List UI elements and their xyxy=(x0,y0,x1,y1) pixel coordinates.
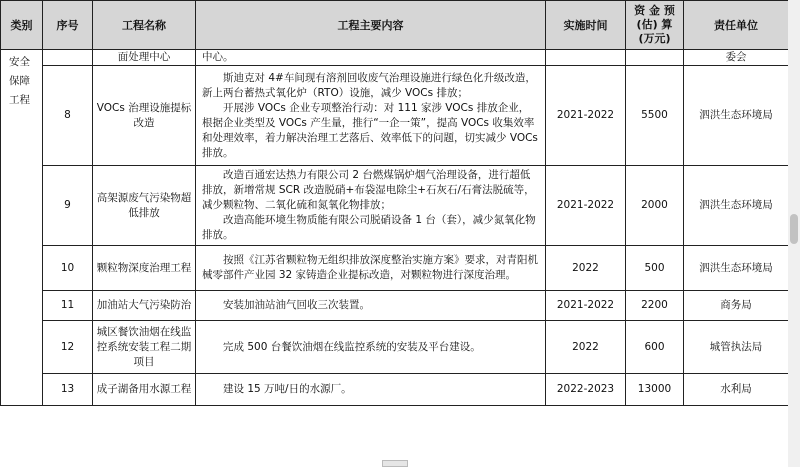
row-unit: 泗洪生态环境局 xyxy=(684,166,789,246)
row-project-name: 高架源废气污染物超低排放 xyxy=(93,166,196,246)
row-unit: 泗洪生态环境局 xyxy=(684,66,789,166)
content-paragraph: 斯迪克对 4#车间现有溶剂回收废气治理设施进行绿色化升级改造，新上两台蓄热式氧化炉（RTO）设施，减少 VOCs 排放； xyxy=(202,71,536,99)
row-content xyxy=(196,166,546,246)
row-unit: 商务局 xyxy=(684,291,789,321)
scroll-thumb[interactable] xyxy=(790,214,798,244)
continuation-row xyxy=(1,50,789,66)
content-paragraph: 开展涉 VOCs 企业专项整治行动：对 111 家涉 VOCs 排放企业，根据企业类型及 VOCs 产生量，推行“一企一策”，提高 VOCs 收集效率和处理效率，着力解决治理工艺落后、效率低下的问题，切实减少 VOCs 排放。 xyxy=(202,101,538,159)
row-no: 12 xyxy=(43,321,93,374)
row-unit: 城管执法局 xyxy=(684,321,789,374)
row-no: 11 xyxy=(43,291,93,321)
continuation-no xyxy=(43,50,93,66)
row-content xyxy=(196,321,546,374)
content-paragraph: 完成 500 台餐饮油烟在线监控系统的安装及平台建设。 xyxy=(223,340,481,353)
row-time: 2021-2022 xyxy=(546,291,626,321)
row-content xyxy=(196,66,546,166)
row-no: 8 xyxy=(43,66,93,166)
row-project-name: 成子湖备用水源工程 xyxy=(93,374,196,406)
table-row xyxy=(1,246,789,291)
header-unit: 责任单位 xyxy=(684,1,789,50)
row-project-name: VOCs 治理设施提标改造 xyxy=(93,66,196,166)
content-paragraph: 改造高能环境生物质能有限公司脱硝设备 1 台（套），减少氮氧化物排放。 xyxy=(202,214,536,241)
header-category: 类别 xyxy=(1,1,43,50)
category-cell: 安全 保障 工程 xyxy=(1,50,43,406)
row-funds: 2000 xyxy=(626,166,684,246)
row-funds: 500 xyxy=(626,246,684,291)
continuation-unit: 委会 xyxy=(684,50,789,66)
row-content xyxy=(196,291,546,321)
horizontal-scroll-handle[interactable] xyxy=(382,460,408,467)
row-funds: 2200 xyxy=(626,291,684,321)
content-paragraph: 建设 15 万吨/日的水源厂。 xyxy=(223,383,352,395)
row-funds: 600 xyxy=(626,321,684,374)
row-time: 2022-2023 xyxy=(546,374,626,406)
row-project-name: 颗粒物深度治理工程 xyxy=(93,246,196,291)
header-funds: 资 金 预 (估) 算 (万元) xyxy=(626,1,684,50)
header-name: 工程名称 xyxy=(93,1,196,50)
continuation-funds xyxy=(626,50,684,66)
header-time: 实施时间 xyxy=(546,1,626,50)
table-row xyxy=(1,291,789,321)
vertical-scrollbar[interactable] xyxy=(788,0,800,467)
row-project-name: 加油站大气污染防治 xyxy=(93,291,196,321)
content-paragraph: 安装加油站油气回收三次装置。 xyxy=(223,299,370,311)
table-row xyxy=(1,166,789,246)
header-no: 序号 xyxy=(43,1,93,50)
continuation-name: 面处理中心 xyxy=(93,50,196,66)
row-time: 2022 xyxy=(546,321,626,374)
row-funds: 5500 xyxy=(626,66,684,166)
row-funds: 13000 xyxy=(626,374,684,406)
row-no: 9 xyxy=(43,166,93,246)
continuation-time xyxy=(546,50,626,66)
row-unit: 水利局 xyxy=(684,374,789,406)
table-row xyxy=(1,321,789,374)
row-time: 2021-2022 xyxy=(546,66,626,166)
row-project-name: 城区餐饮油烟在线监控系统安装工程二期项目 xyxy=(93,321,196,374)
row-content xyxy=(196,374,546,406)
content-paragraph: 按照《江苏省颗粒物无组织排放深度整治实施方案》要求，对青阳机械零部件产业园 32 家铸造企业提标改造，对颗粒物进行深度治理。 xyxy=(202,254,538,281)
table-row xyxy=(1,374,789,406)
content-paragraph: 改造百通宏达热力有限公司 2 台燃煤锅炉烟气治理设备，进行超低排放，新增常规 SCR 改造脱硝+布袋湿电除尘+石灰石/石膏法脱硫等，减少颗粒物、二氧化硫和氮氧化物排放； xyxy=(202,169,535,211)
table-header-row xyxy=(1,1,789,50)
table-row xyxy=(1,66,789,166)
row-content xyxy=(196,246,546,291)
row-no: 13 xyxy=(43,374,93,406)
row-no: 10 xyxy=(43,246,93,291)
header-content: 工程主要内容 xyxy=(196,1,546,50)
continuation-content: 中心。 xyxy=(196,50,546,66)
row-time: 2022 xyxy=(546,246,626,291)
row-time: 2021-2022 xyxy=(546,166,626,246)
row-unit: 泗洪生态环境局 xyxy=(684,246,789,291)
